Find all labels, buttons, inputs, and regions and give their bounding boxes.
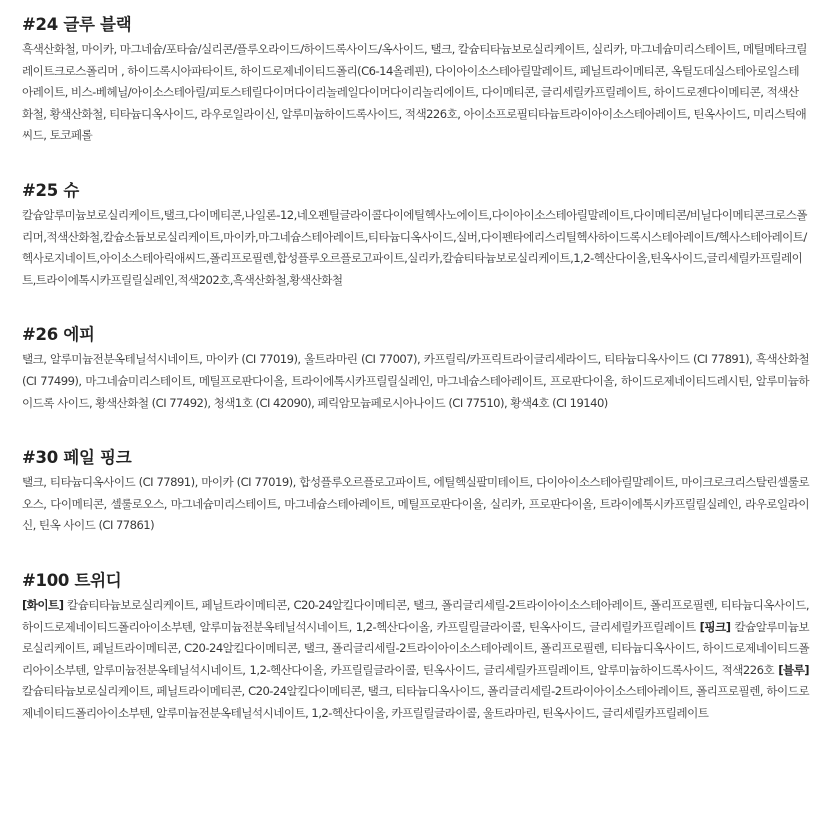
- color-label-pink: [핑크]: [699, 619, 731, 634]
- product-section-26: [22, 324, 809, 414]
- pink-ingredients: 칼슘알루미늄보로실리케이트, 페닐트라이메티콘, C20-24알킬다이메티콘, 탤크, 폴리글리세릴-2트라이아이소스테아레이트, 폴리프로필렌, 티타늄디옥사이드, 하이드로제네이티드폴리아이소부텐, 알루미늄전분옥테닐석시네이트, 1,2-헥산다이올, 카프릴릴글라이콜, 틴옥사이드, 글리세릴카프릴레이트, 알루미늄하이드록사이드, 적색226호: [22, 619, 809, 677]
- blue-ingredients: 칼슘티타늄보로실리케이트, 페닐트라이메티콘, C20-24알킬다이메티콘, 탤크, 티타늄디옥사이드, 폴리글리세릴-2트라이아이소스테아레이트, 폴리프로필렌, 하이드로제네이티드폴리아이소부텐, 알루미늄전분옥테닐석시네이트, 1,2-헥산다이올, 카프릴릴글라이콜, 울트라마린, 틴옥사이드, 글리세릴카프릴레이트: [22, 684, 809, 720]
- product-section-100: [22, 570, 809, 725]
- ingredient-list: [22, 595, 809, 725]
- ingredient-list: 칼슘알루미늄보로실리케이트,탤크,다이메티콘,나일론-12,네오펜틸글라이콜다이에틸헥사노에이트,다이아이소스테아릴말레이트,다이메티콘/비닐다이메티콘크로스폴리머,적색산화철,칼슘소듐보로실리케이트,마이카,마그네슘스테아레이트,티타늄디옥사이드,실버,다이펜타에리스리틸헥사하이드록시스테아레이트/헥사스테아레이트/헥사로지네이트,아이소스테아릭애씨드,폴리프로필렌,합성플루오르플로고파이트,실리카,칼슘티타늄보로실리케이트,1,2-헥산다이올,틴옥사이드,글리세릴카프릴레이트,트라이에톡시카프릴릴실레인,적색202호,흑색산화철,황색산화철: [22, 207, 807, 287]
- ingredient-list: 탤크, 티타늄디옥사이드 (CI 77891), 마이카 (CI 77019), 합성플루오르플로고파이트, 에틸헥실팔미테이트, 다이아이소스테아릴말레이트, 마이크로크리스탈린셀룰로오스, 다이메티콘, 셀룰로오스, 마그네슘미리스테이트, 마그네슘스테아레이트, 메틸프로판다이올, 실리카, 프로판다이올, 트라이에톡시카프릴릴실레인, 라우로일라이신, 틴옥 사이드 (CI 77861): [22, 475, 809, 533]
- white-ingredients: 칼슘티타늄보로실리케이트, 페닐트라이메티콘, C20-24알킬다이메티콘, 탤크, 폴리글리세릴-2트라이아이소스테아레이트, 폴리프로필렌, 티타늄디옥사이드, 하이드로제네이티드폴리아이소부텐, 알루미늄전분옥테닐석시네이트, 1,2-헥산다이올, 카프릴릴글라이콜, 틴옥사이드, 글리세릴카프릴레이트: [22, 597, 809, 634]
- ingredient-list: 탤크, 알루미늄전분옥테닐석시네이트, 마이카 (CI 77019), 울트라마린 (CI 77007), 카프릴릭/카프릭트라이글리세라이드, 티타늄디옥사이드 (CI 77891), 흑색산화철 (CI 77499), 마그네슘미리스테이트, 메틸프로판다이올, 트라이에톡시카프릴릴실레인, 마그네슘스테아레이트, 프로판다이올, 하이드로제네이티드레시틴, 알루미늄하이드록 사이드, 황색산화철 (CI 77492), 청색1호 (CI 42090), 페릭암모늄페로시아나이드 (CI 77510), 황색4호 (CI 19140): [22, 352, 809, 410]
- shade-title: #26 에피: [22, 325, 95, 345]
- color-label-white: [화이트]: [22, 597, 64, 612]
- product-section-30: [22, 447, 809, 537]
- shade-title: #100 트위디: [22, 570, 122, 590]
- ingredient-list: 흑색산화철, 마이카, 마그네슘/포타슘/실리콘/플루오라이드/하이드록사이드/옥사이드, 탤크, 칼슘티타늄보로실리케이트, 실리카, 마그네슘미리스테이트, 메틸메타크릴레이트크로스폴리머 , 하이드록시아파타이트, 하이드로제네이티드폴리(C6-14올레핀), 다이아이소스테아릴말레이트, 페닐트라이메티콘, 옥틸도데실스테아로일스테아레이트, 비스-베헤닐/아이소스테아릴/피토스테릴다이머다이리놀레일다이머다이리놀리에이트, 다이메티콘, 글리세릴카프릴레이트, 하이드로젠다이메티콘, 적색산화철, 황색산화철, 티타늄디옥사이드, 라우로일라이신, 알루미늄하이드록사이드, 적색226호, 아이소프로필티타늄트라이아이소스테아레이트, 틴옥사이드, 미리스틱애씨드, 토코페롤: [22, 42, 807, 143]
- product-section-24: [22, 14, 809, 147]
- product-section-25: [22, 180, 809, 291]
- shade-title: #24 글루 블랙: [22, 15, 132, 34]
- shade-title: #25 슈: [22, 180, 79, 200]
- color-label-blue: [블루]: [778, 662, 809, 677]
- shade-title: #30 페일 핑크: [22, 448, 132, 468]
